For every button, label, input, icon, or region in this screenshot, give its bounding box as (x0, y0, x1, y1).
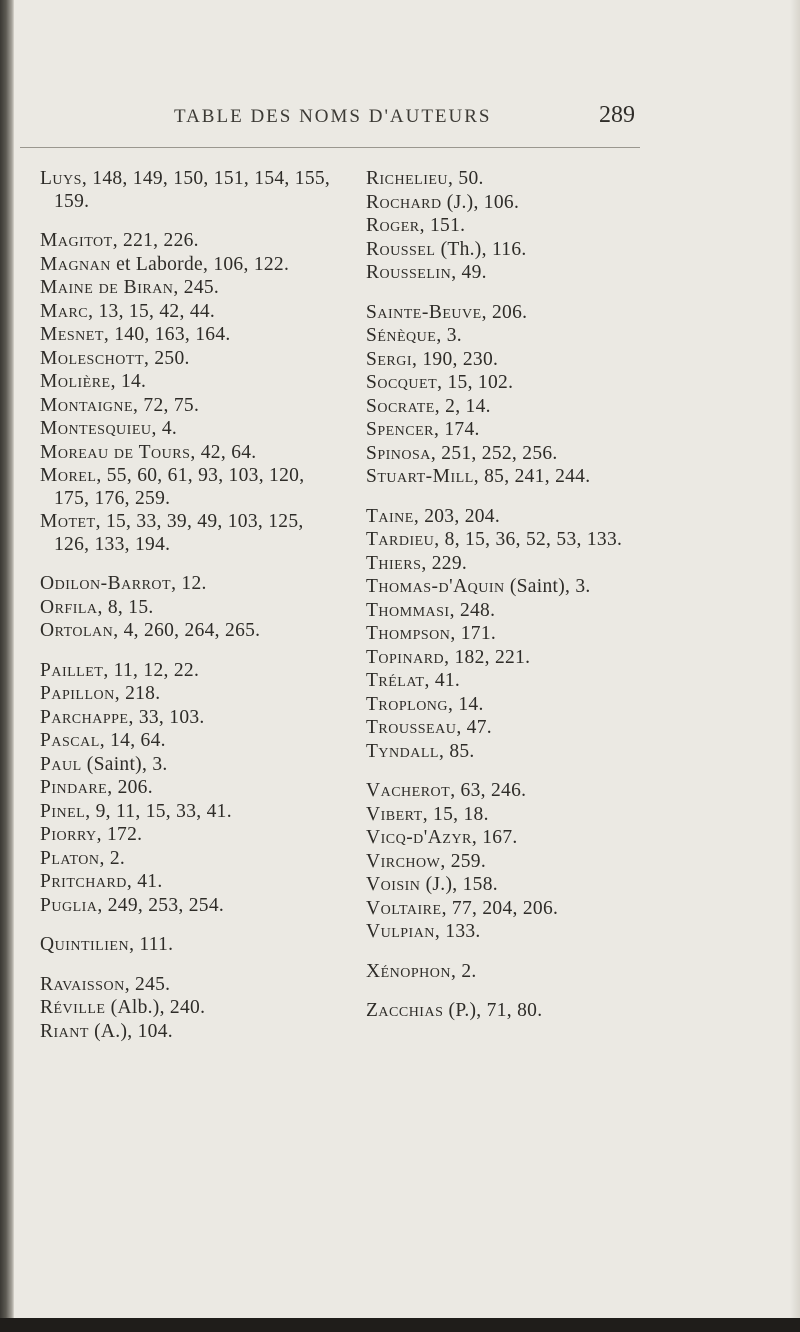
page-references: , 245. (173, 277, 220, 298)
author-name: Socquet (366, 372, 438, 393)
page-references: , 8, 15. (97, 596, 154, 618)
page-references: , 49. (451, 262, 487, 283)
running-head (14, 102, 800, 142)
page-references: , 72, 75. (133, 394, 200, 416)
index-letter-group (40, 934, 335, 957)
page-references: , 140, 163, 164. (103, 324, 231, 345)
author-name: Maine de Biran (40, 277, 174, 298)
author-name: Ortolan (40, 620, 114, 641)
index-entry (366, 1000, 686, 1023)
author-name: Vacherot (366, 780, 451, 801)
author-name: Virchow (366, 850, 441, 872)
page-references: (Saint), 3. (504, 576, 591, 597)
page-references: , 85. (438, 740, 475, 762)
author-name: Zacchias (366, 1000, 444, 1021)
page-number: 289 (599, 102, 635, 128)
index-entry (366, 623, 686, 646)
index-letter-group (366, 168, 686, 285)
page-references: , 9, 11, 15, 33, 41. (85, 800, 232, 822)
index-entry (40, 660, 335, 683)
author-name: Morel (40, 465, 97, 486)
author-name: Voisin (366, 874, 421, 895)
page-references: (J.), 106. (441, 191, 520, 213)
index-entry (40, 371, 335, 394)
author-name: Mesnet (40, 324, 104, 345)
author-name: Vulpian (366, 921, 435, 942)
index-entry (366, 168, 686, 191)
index-entry (366, 302, 686, 325)
author-name: Sergi (366, 348, 413, 370)
page-references: , 3. (436, 325, 462, 346)
index-column-left (40, 168, 335, 1060)
page-references: , 55, 60, 61, 93, 103, 120, 175, 176, 259. (54, 465, 305, 509)
author-name: Spencer (366, 419, 435, 440)
page-references: , 13, 15, 42, 44. (88, 300, 216, 322)
page-references: , 41. (424, 670, 461, 691)
author-name: Stuart-Mill (366, 466, 474, 487)
bottom-edge-bar (0, 1318, 800, 1332)
page-references: , 14. (110, 371, 147, 392)
index-column-right (366, 168, 686, 1040)
page-references: , 174. (434, 419, 480, 440)
author-name: Roger (366, 215, 420, 236)
author-name: Topinard (366, 646, 445, 668)
index-entry (40, 997, 335, 1020)
page-references: , 33, 103. (128, 706, 205, 728)
page-references: , 2, 14. (434, 395, 491, 417)
index-entry (366, 192, 686, 215)
index-entry (366, 215, 686, 238)
author-name: Trélat (366, 670, 425, 691)
index-entry (40, 1021, 335, 1044)
index-entry (366, 851, 686, 874)
page-references: , 2. (99, 847, 126, 869)
index-entry (366, 372, 686, 395)
author-name: Paul (40, 753, 82, 775)
index-entry (366, 898, 686, 921)
index-entry (366, 804, 686, 827)
author-name: Ravaisson (40, 973, 125, 995)
page-references: , 206. (107, 777, 153, 798)
page-references: , 15, 18. (422, 803, 489, 825)
page-references: , 172. (96, 824, 143, 845)
author-name: Luys (40, 168, 82, 189)
page-references: , 15, 102. (437, 372, 514, 393)
author-name: Pascal (40, 730, 100, 751)
index-entry (40, 395, 335, 418)
index-letter-group (366, 506, 686, 764)
index-letter-group (40, 230, 335, 556)
index-entry (40, 168, 335, 213)
index-letter-group (40, 573, 335, 643)
page-references: (Th.), 116. (435, 238, 527, 260)
author-name: Quintilien (40, 934, 130, 955)
author-name: Piorry (40, 824, 97, 845)
page-references: , 206. (481, 301, 528, 323)
index-letter-group (40, 660, 335, 918)
index-entry (366, 921, 686, 944)
page-references: , 14, 64. (99, 730, 166, 751)
index-entry (40, 324, 335, 347)
page-references: , 4, 260, 264, 265. (113, 620, 261, 641)
author-name: Rochard (366, 191, 442, 213)
page-references: , 50. (448, 168, 484, 189)
author-name: Orfila (40, 596, 98, 618)
author-name: Thiers (366, 552, 422, 574)
index-entry (40, 511, 335, 556)
page-references: , 250. (144, 347, 190, 369)
index-entry (366, 741, 686, 764)
page-references: , 2. (450, 960, 477, 982)
index-entry (366, 694, 686, 717)
author-name: Voltaire (366, 897, 442, 919)
index-entry (40, 442, 335, 465)
page-references: , 63, 246. (450, 780, 527, 801)
index-letter-group (40, 974, 335, 1044)
author-name: Tyndall (366, 740, 439, 762)
author-name: Magitot (40, 230, 113, 251)
page-references: , 151. (419, 215, 466, 236)
index-entry (40, 465, 335, 510)
author-name: Richelieu (366, 168, 449, 189)
page-references: (A.), 104. (88, 1020, 173, 1042)
index-entry (40, 683, 335, 706)
page-references: , 85, 241, 244. (473, 466, 591, 487)
page-references: (J.), 158. (420, 874, 498, 895)
page-references: (Saint), 3. (81, 753, 168, 775)
index-entry (40, 895, 335, 918)
index-entry (366, 670, 686, 693)
page-references: (Alb.), 240. (105, 997, 206, 1018)
index-entry (40, 801, 335, 824)
index-entry (40, 348, 335, 371)
author-name: Socrate (366, 395, 435, 417)
page-references: , 182, 221. (444, 646, 531, 668)
author-name: Motet (40, 511, 96, 532)
page-references: , 229. (421, 552, 468, 574)
author-name: Rousselin (366, 262, 452, 283)
index-entry (40, 301, 335, 324)
page-references: , 249, 253, 254. (97, 894, 225, 916)
page-references: , 221, 226. (112, 230, 199, 251)
index-entry (40, 230, 335, 253)
running-head-title: TABLE DES NOMS D'AUTEURS (174, 106, 492, 127)
page-references: , 171. (450, 623, 497, 644)
author-name: Thommasi (366, 599, 450, 621)
index-entry (366, 647, 686, 670)
page-references: , 218. (114, 683, 161, 704)
index-entry (40, 848, 335, 871)
author-name: Magnan (40, 253, 111, 275)
author-name: Marc (40, 300, 89, 322)
index-entry (366, 780, 686, 803)
header-rule (20, 147, 640, 148)
index-entry (366, 325, 686, 348)
author-name: Montaigne (40, 394, 134, 416)
index-entry (366, 506, 686, 529)
index-entry (366, 529, 686, 552)
author-name: Réville (40, 997, 106, 1018)
author-name: Moleschott (40, 347, 145, 369)
author-name: Thomas-d'Aquin (366, 576, 505, 597)
index-entry (366, 827, 686, 850)
index-entry (366, 419, 686, 442)
page-references: , 245. (124, 973, 171, 995)
index-entry (40, 824, 335, 847)
author-name: Tardieu (366, 529, 435, 550)
index-entry (40, 754, 335, 777)
page-references: , 8, 15, 36, 52, 53, 133. (434, 529, 623, 550)
index-entry (40, 974, 335, 997)
index-entry (366, 239, 686, 262)
author-name: Sénèque (366, 325, 437, 346)
author-name: Montesquieu (40, 418, 152, 439)
page-references: , 190, 230. (412, 348, 499, 370)
index-entry (366, 349, 686, 372)
page-right-edge (790, 0, 800, 1332)
index-entry (366, 576, 686, 599)
page-references: , 14. (448, 693, 484, 715)
page-references: , 203, 204. (413, 505, 501, 527)
page-references: , 133. (434, 921, 481, 942)
index-entry (40, 730, 335, 753)
author-name: Roussel (366, 238, 436, 260)
author-name: Sainte-Beuve (366, 301, 482, 323)
page-references: , 47. (456, 717, 492, 738)
author-name: Papillon (40, 683, 115, 704)
page-references: (P.), 71, 80. (443, 1000, 543, 1021)
index-letter-group (40, 168, 335, 213)
page-references: , 11, 12, 22. (103, 659, 200, 681)
index-entry (40, 620, 335, 643)
book-gutter-edge (0, 0, 14, 1332)
author-name: Troplong (366, 693, 449, 715)
index-entry (40, 573, 335, 596)
index-letter-group (366, 302, 686, 489)
page-references: , 12. (171, 573, 207, 594)
index-entry (40, 597, 335, 620)
page-references: , 41. (126, 871, 163, 892)
author-name: Paillet (40, 659, 104, 681)
author-name: Spinosa (366, 442, 431, 464)
page-references: , 259. (440, 850, 487, 872)
index-entry (40, 277, 335, 300)
author-name: Vibert (366, 803, 423, 825)
author-name: Taine (366, 505, 414, 527)
index-entry (366, 466, 686, 489)
page-references: , 15, 33, 39, 49, 103, 125, 126, 133, 194. (54, 511, 304, 555)
index-entry (40, 254, 335, 277)
index-letter-group (366, 780, 686, 944)
page-references: et Laborde, 106, 122. (110, 253, 290, 275)
author-name: Odilon-Barrot (40, 573, 172, 594)
page-references: , 111. (129, 934, 174, 955)
index-entry (40, 934, 335, 957)
author-name: Puglia (40, 894, 98, 916)
page-references: , 77, 204, 206. (441, 897, 559, 919)
index-entry (366, 262, 686, 285)
author-name: Platon (40, 847, 100, 869)
author-name: Vicq-d'Azyr (366, 827, 472, 848)
page-references: , 167. (471, 827, 518, 848)
page-references: , 148, 149, 150, 151, 154, 155, 159. (54, 168, 331, 212)
index-entry (366, 443, 686, 466)
index-entry (366, 717, 686, 740)
index-entry (366, 600, 686, 623)
index-entry (366, 553, 686, 576)
index-entry (40, 707, 335, 730)
page-references: , 42, 64. (190, 441, 257, 463)
author-name: Parchappe (40, 706, 129, 728)
index-entry (366, 874, 686, 897)
page-references: , 248. (449, 599, 496, 621)
index-entry (40, 777, 335, 800)
index-entry (366, 396, 686, 419)
index-entry (40, 871, 335, 894)
author-name: Thompson (366, 623, 451, 644)
index-letter-group (366, 1000, 686, 1023)
index-entry (366, 961, 686, 984)
page-references: , 4. (151, 418, 178, 439)
author-name: Molière (40, 371, 111, 392)
author-name: Xénophon (366, 960, 451, 982)
index-entry (40, 418, 335, 441)
author-name: Pritchard (40, 871, 127, 892)
author-name: Riant (40, 1020, 89, 1042)
author-name: Moreau de Tours (40, 441, 191, 463)
author-name: Trousseau (366, 717, 457, 738)
author-name: Pinel (40, 800, 86, 822)
index-letter-group (366, 961, 686, 984)
page-references: , 251, 252, 256. (430, 442, 558, 464)
author-name: Pindare (40, 777, 108, 798)
